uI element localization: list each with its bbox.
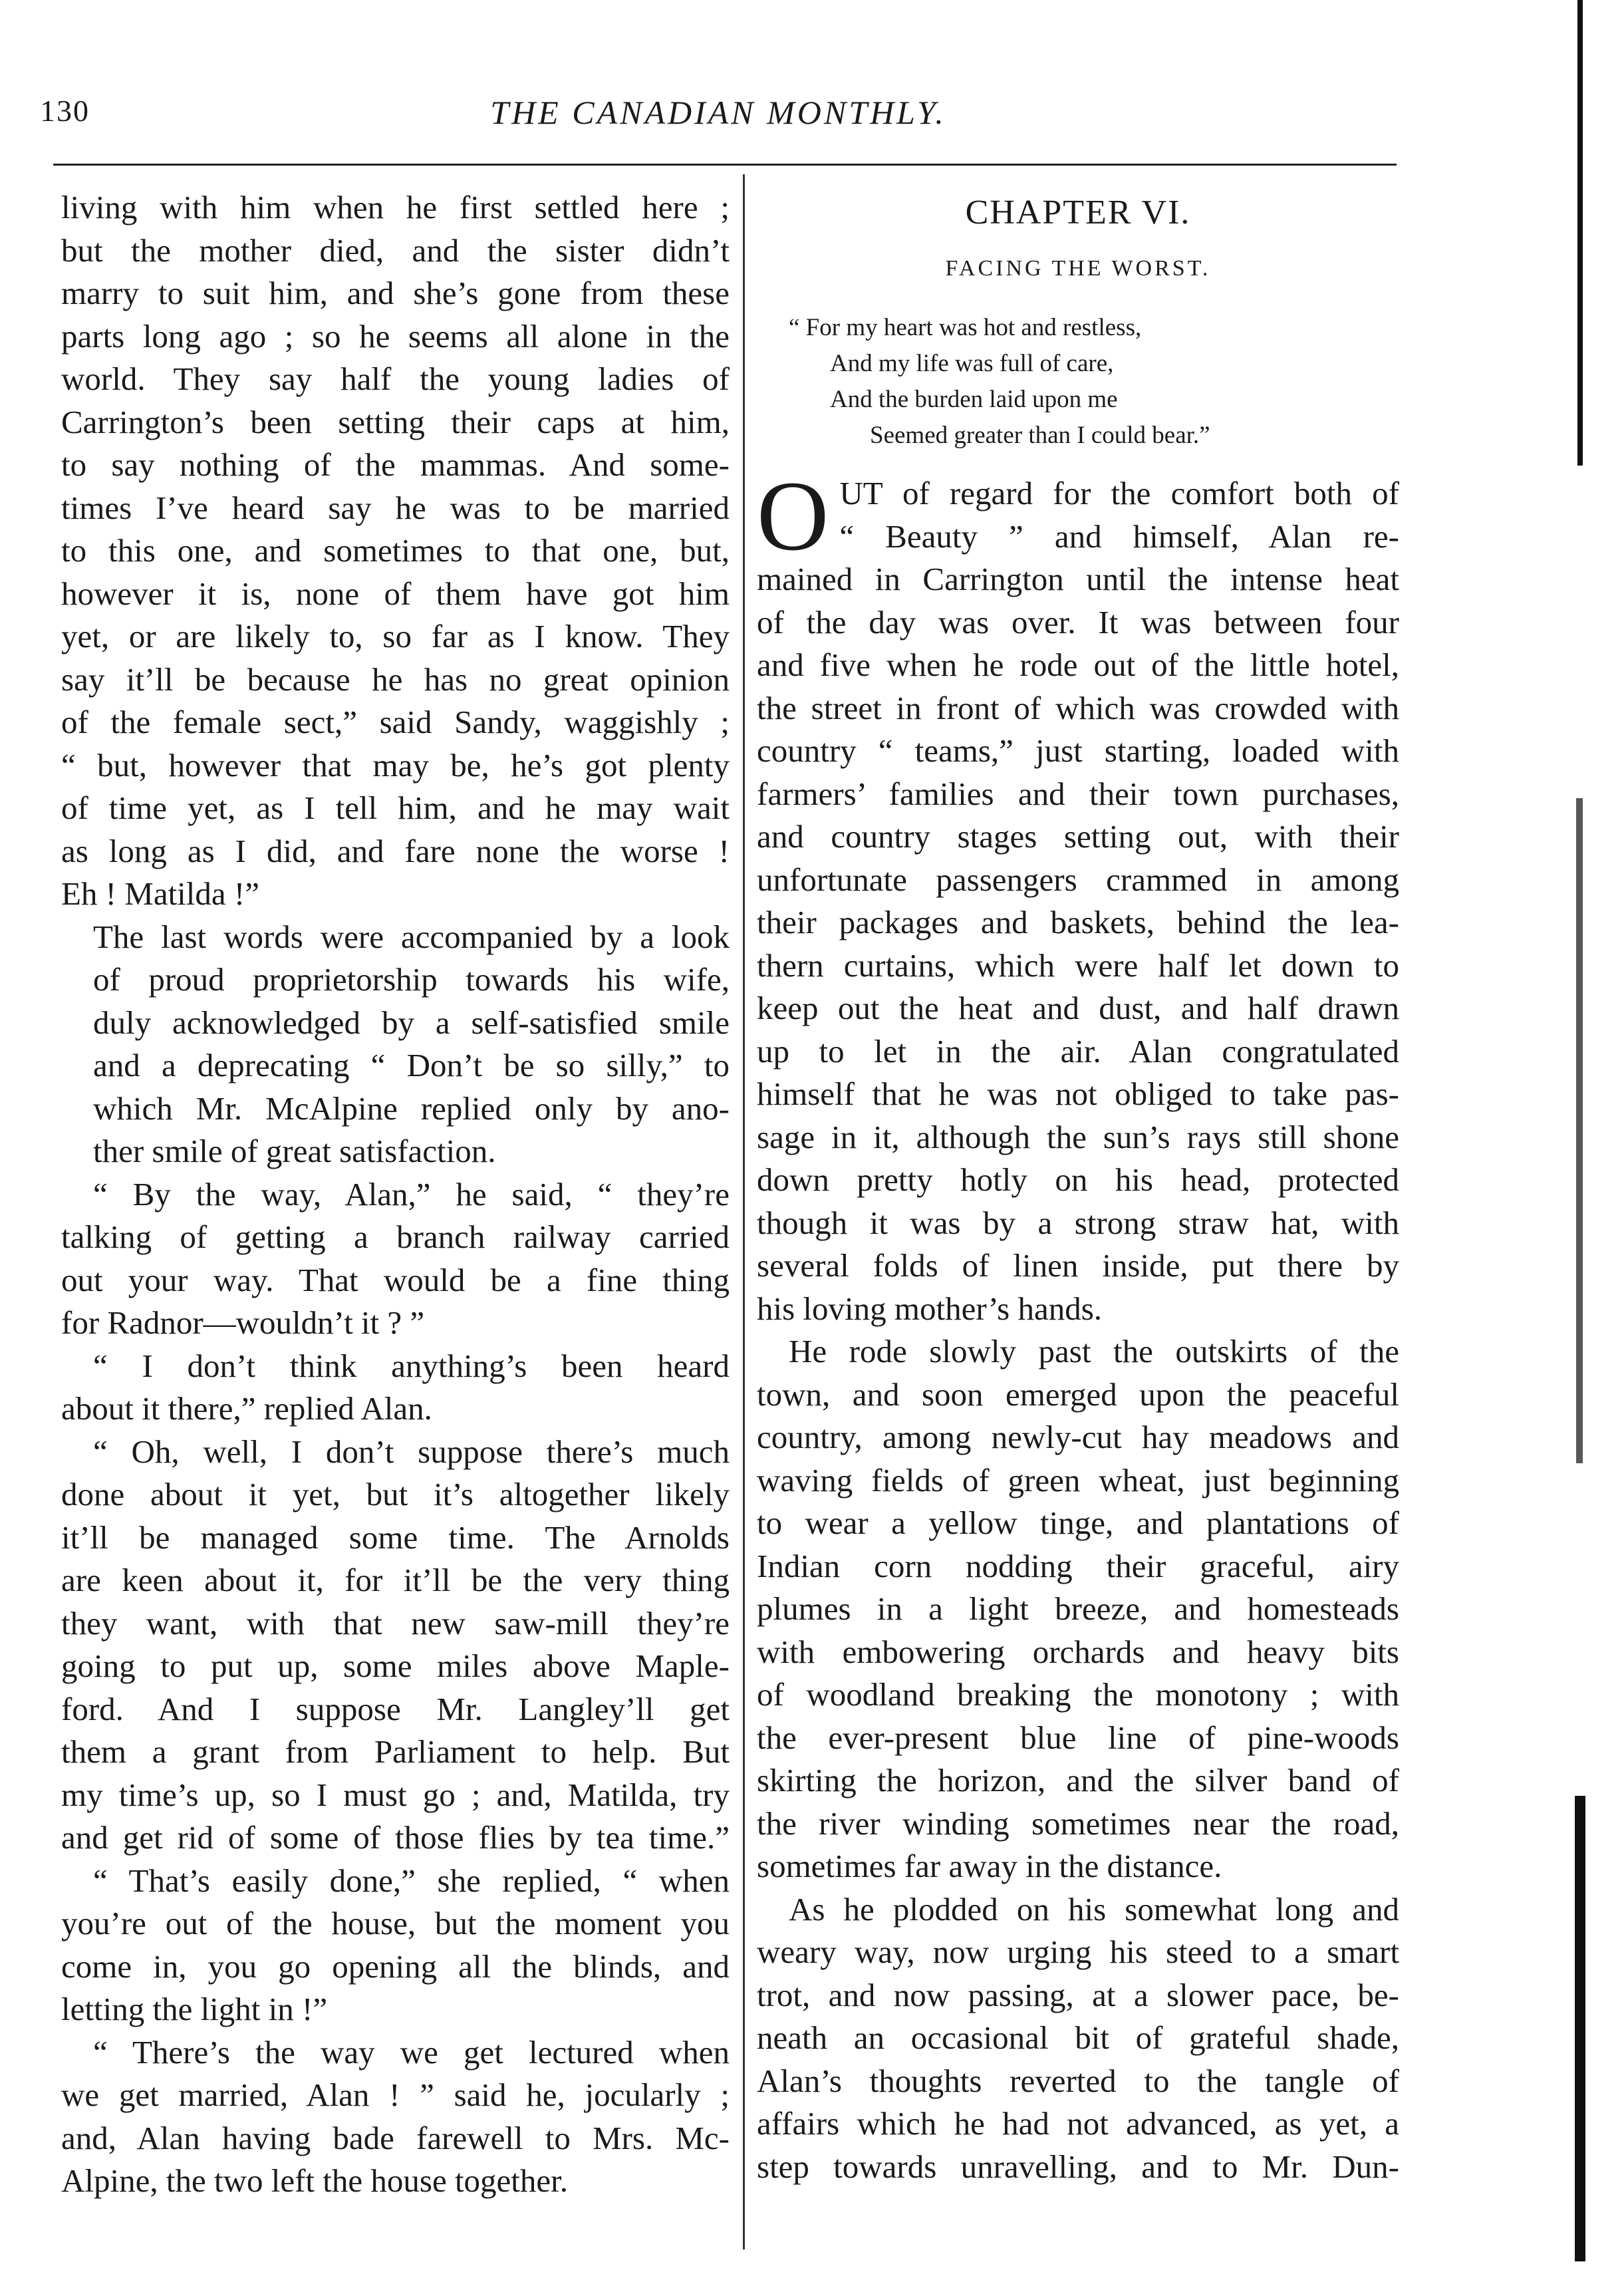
text-line: trot, and now passing, at a slower pace, be- [757,1976,1399,2013]
text-line: going to put up, some miles above Maple- [61,1648,730,1684]
paragraph [61,186,730,916]
text-line: of proud proprietorship towards his wife, [93,961,730,998]
text-line: affairs which he had not advanced, as yet, a [757,2105,1399,2142]
paragraph [61,1173,730,1345]
chapter-title: CHAPTER VI. [965,194,1191,231]
text-line: UT of regard for the comfort both of [839,475,1399,511]
text-line: you’re out of the house, but the moment you [61,1905,730,1941]
text-line: “ Beauty ” and himself, Alan re- [839,517,1399,555]
text-line: Eh ! Matilda !” [61,875,259,912]
left-column [61,186,730,2203]
text-line: and, Alan having bade farewell to Mrs. Mc- [61,2119,730,2156]
text-line: my time’s up, so I must go ; and, Matilda, try [61,1776,730,1813]
text-line: skirting the horizon, and the silver band of [757,1762,1399,1798]
text-line: and country stages setting out, with their [757,818,1399,855]
text-line: times I’ve heard say he was to be married [61,489,730,526]
text-line: Indian corn nodding their graceful, airy [757,1547,1399,1584]
text-line: He rode slowly past the outskirts of the [789,1333,1399,1369]
text-line: to this one, and sometimes to that one, but, [61,532,730,569]
text-line: them a grant from Parliament to help. But [61,1733,730,1770]
right-column [757,186,1399,2188]
column-divider [743,174,745,2249]
text-line: their packages and baskets, behind the lea- [757,904,1399,940]
text-line: but the mother died, and the sister didn’t [61,231,730,269]
text-line: and a deprecating “ Don’t be so silly,” to [93,1047,730,1083]
paragraph [61,2031,730,2203]
text-line: with embowering orchards and heavy bits [757,1633,1399,1670]
text-line: out your way. That would be a fine thing [61,1261,730,1298]
text-line: the street in front of which was crowded with [757,689,1399,726]
text-line: country, among newly-cut hay meadows and [757,1419,1399,1455]
text-line: As he plodded on his somewhat long and [789,1890,1399,1928]
text-line: himself that he was not obliged to take pas- [757,1075,1399,1112]
text-line: the river winding sometimes near the road, [757,1804,1399,1842]
text-line: weary way, now urging his steed to a smart [757,1934,1399,1970]
text-line: farmers’ families and their town purchases, [757,775,1399,812]
text-line: neath an occasional bit of grateful shade, [757,2019,1399,2056]
text-line: however it is, none of them have got him [61,575,730,612]
text-line: say it’ll be because he has no great opinion [61,660,730,698]
text-line: The last words were accompanied by a look [93,918,730,955]
scan-edge [1571,0,1597,2294]
text-line: several folds of linen inside, put there by [757,1247,1399,1284]
text-line: about it there,” replied Alan. [61,1390,432,1427]
text-line: country “ teams,” just starting, loaded with [757,732,1399,769]
text-line: of time yet, as I tell him, and he may wait [61,789,730,826]
paragraph [757,461,1399,1330]
text-line: parts long ago ; so he seems all alone in the [61,317,730,355]
epigraph-line: Seemed greater than I could bear.” [870,422,1210,449]
text-line: to wear a yellow tinge, and plantations of [757,1505,1399,1541]
text-line: “ I don’t think anything’s been heard [93,1347,730,1384]
text-line: ford. And I suppose Mr. Langley’ll get [61,1690,730,1727]
text-line: of the female sect,” said Sandy, waggishly ; [61,704,730,740]
text-line: letting the light in !” [61,1991,328,2027]
text-line: though it was by a strong straw hat, with [757,1204,1399,1241]
text-line: to say nothing of the mammas. And some- [61,446,730,483]
text-line: plumes in a light breeze, and homesteads [757,1590,1399,1627]
text-line: Carrington’s been setting their caps at him, [61,403,730,440]
text-line: up to let in the air. Alan congratulated [757,1032,1399,1070]
text-line: which Mr. McAlpine replied only by ano- [93,1089,730,1127]
text-line: living with him when he first settled here ; [61,189,730,225]
text-line: world. They say half the young ladies of [61,360,730,397]
paragraph [757,1888,1399,2189]
text-line: of woodland breaking the monotony ; with [757,1676,1399,1713]
text-line: duly acknowledged by a self-satisfied smile [93,1004,730,1041]
paragraph [757,1330,1399,1888]
page-header [40,86,1397,146]
paragraph [61,1431,730,1860]
text-line: “ but, however that may be, he’s got plenty [61,746,730,784]
drop-cap: O [757,461,829,571]
text-line: Alpine, the two left the house together. [61,2162,569,2199]
epigraph-line: “ For my heart was hot and restless, [789,314,1142,341]
text-line: are keen about it, for it’ll be the very thing [61,1562,730,1598]
text-line: come in, you go opening all the blinds, and [61,1947,730,1985]
page-number: 130 [40,94,90,128]
paragraph [61,916,730,1173]
text-line: “ That’s easily done,” she replied, “ when [93,1862,730,1899]
text-line: “ By the way, Alan,” he said, “ they’re [93,1175,730,1213]
text-line: they want, with that new saw-mill they’re [61,1604,730,1642]
text-line: marry to suit him, and she’s gone from these [61,275,730,311]
text-line: step towards unravelling, and to Mr. Dun- [757,2148,1399,2185]
text-line: sage in it, although the sun’s rays still shone [757,1118,1399,1155]
text-line: mained in Carrington until the intense heat [757,561,1399,597]
text-line: sometimes far away in the distance. [757,1848,1222,1884]
running-title: THE CANADIAN MONTHLY. [490,94,946,131]
text-line: unfortunate passengers crammed in among [757,861,1399,898]
text-line: “ There’s the way we get lectured when [93,2033,730,2071]
text-line: of the day was over. It was between four [757,603,1399,641]
paragraph [61,1345,730,1431]
text-line: the ever-present blue line of pine-woods [757,1719,1399,1756]
text-line: his loving mother’s hands. [757,1290,1103,1327]
text-line: town, and soon emerged upon the peaceful [757,1375,1399,1413]
text-line: we get married, Alan ! ” said he, jocularly ; [61,2077,730,2113]
text-line: talking of getting a branch railway carried [61,1219,730,1255]
header-rule [53,164,1397,166]
text-line: as long as I did, and fare none the worse ! [61,832,730,869]
text-line: “ Oh, well, I don’t suppose there’s much [93,1433,730,1470]
text-line: for Radnor—wouldn’t it ? ” [61,1304,425,1341]
text-line: ther smile of great satisfaction. [93,1133,496,1169]
text-line: done about it yet, but it’s altogether likely [61,1476,730,1512]
text-line: keep out the heat and dust, and half drawn [757,990,1399,1026]
text-line: and five when he rode out of the little hotel, [757,646,1399,683]
scan-edge-line [1577,0,1583,466]
text-line: down pretty hotly on his head, protected [757,1161,1399,1198]
text-line: waving fields of green wheat, just beginning [757,1461,1399,1499]
paragraph [61,1860,730,2031]
text-line: it’ll be managed some time. The Arnolds [61,1518,730,1556]
epigraph-line: And my life was full of care, [830,350,1114,377]
epigraph-line: And the burden laid upon me [830,386,1118,413]
chapter-subtitle: FACING THE WORST. [945,256,1211,281]
text-line: yet, or are likely to, so far as I know. They [61,618,730,654]
text-line: Alan’s thoughts reverted to the tangle of [757,2062,1399,2099]
epigraph [757,310,1399,454]
scan-edge-line [1576,798,1583,1463]
scan-edge-line [1575,1796,1585,2261]
text-line: thern curtains, which were half let down to [757,946,1399,984]
text-line: and get rid of some of those flies by tea time.” [61,1819,730,1856]
